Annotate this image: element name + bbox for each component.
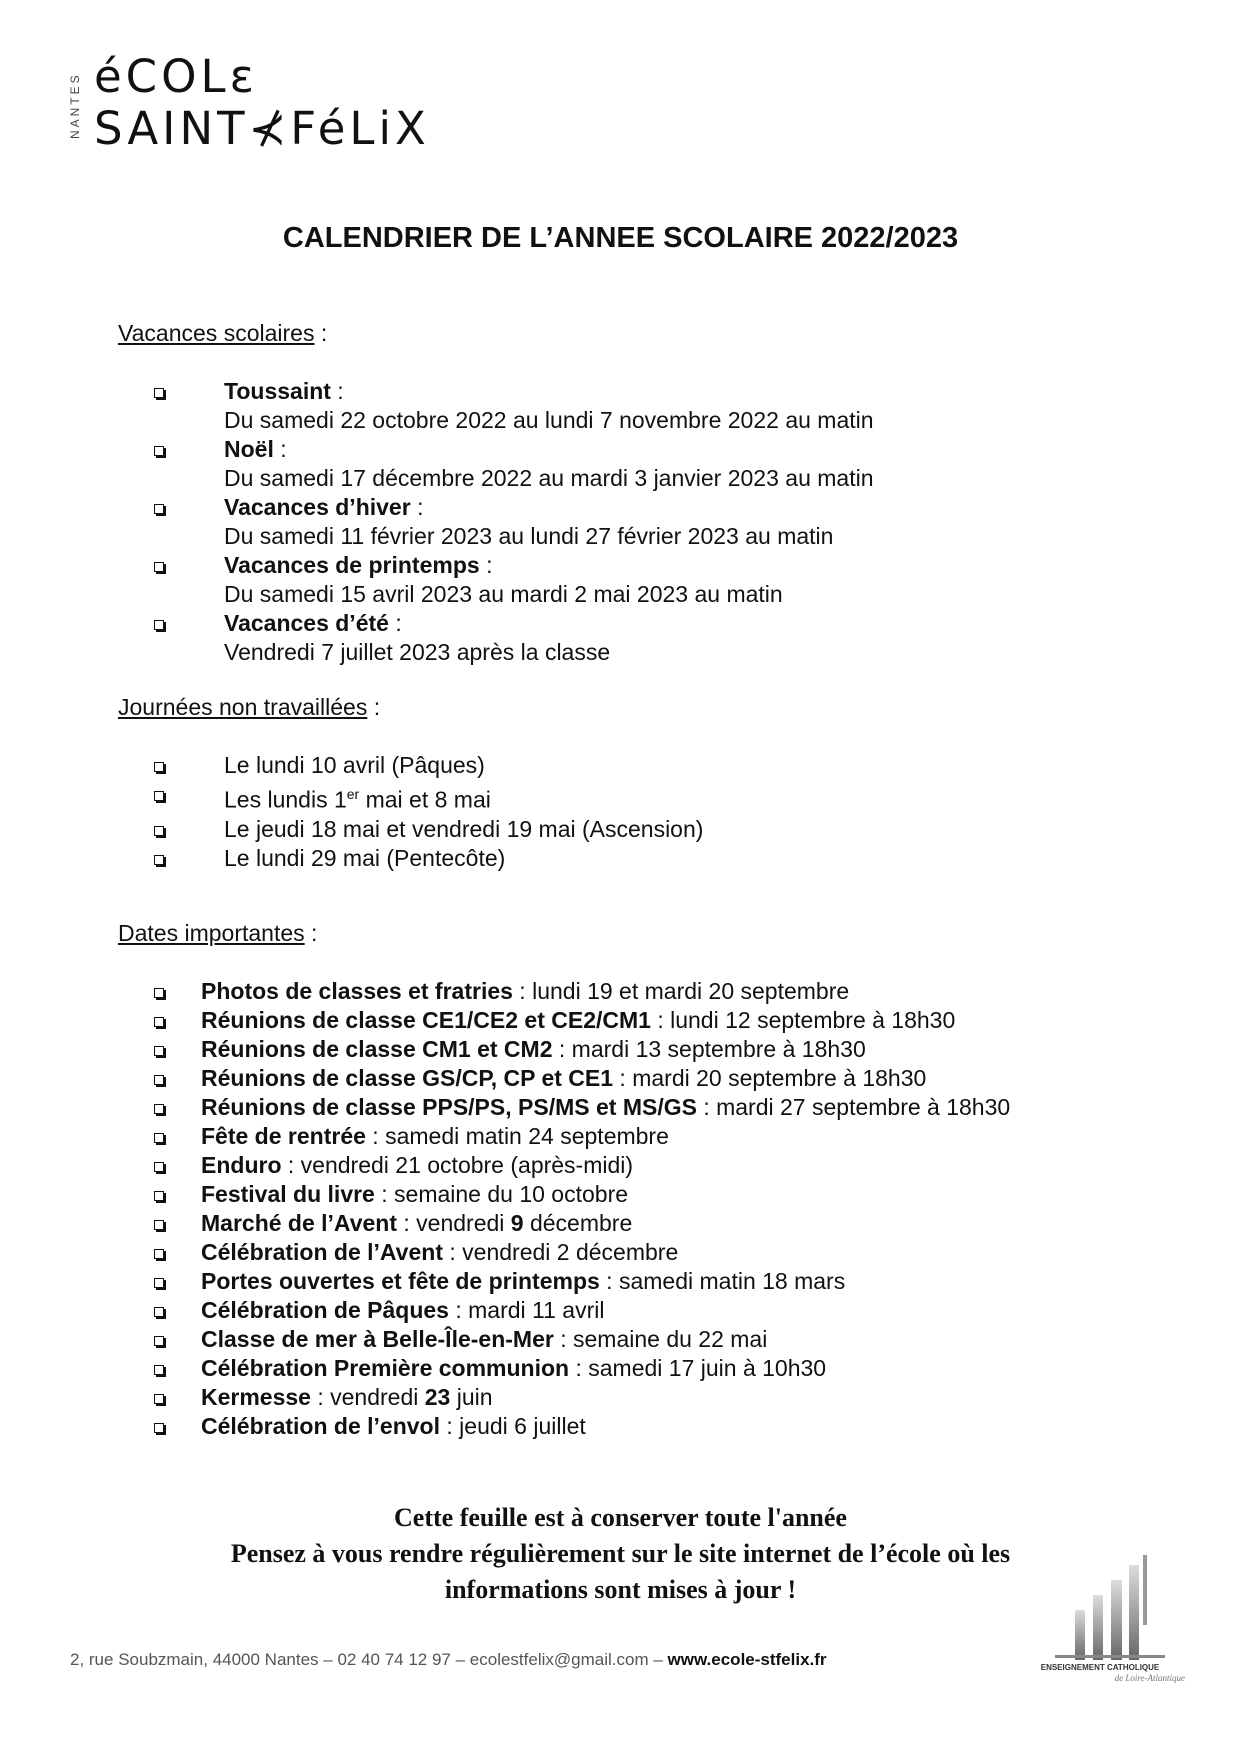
address-text: 2, rue Soubzmain, 44000 Nantes – 02 40 74 12 97 – ecolestfelix@gmail.com – — [70, 1650, 668, 1669]
checkbox-bullet-icon — [154, 826, 164, 836]
ec-logo-line1: ENSEIGNEMENT CATHOLIQUE — [1040, 1663, 1160, 1672]
vacance-detail: Du samedi 11 février 2023 au lundi 27 février 2023 au matin — [224, 523, 834, 549]
list-item — [150, 977, 1010, 1006]
list-item — [150, 844, 703, 873]
list-item — [150, 493, 874, 551]
checkbox-bullet-icon — [154, 1191, 164, 1201]
date-event-detail: : samedi matin 24 septembre — [365, 1123, 669, 1149]
vacance-name: Toussaint — [224, 378, 331, 404]
website-link[interactable]: www.ecole-stfelix.fr — [667, 1650, 827, 1669]
list-item — [150, 377, 874, 435]
list-item — [150, 609, 874, 667]
note-line-3: informations sont mises à jour ! — [444, 1575, 797, 1604]
vacances-heading-suffix: : — [314, 320, 328, 346]
date-event-name: Classe de mer à Belle-Île-en-Mer — [201, 1326, 554, 1352]
date-event-detail: : mardi 13 septembre à 18h30 — [552, 1036, 866, 1062]
date-event-name: Célébration Première communion — [201, 1355, 570, 1381]
vacance-name: Vacances d’hiver — [224, 494, 411, 520]
date-event-name: Célébration de l’envol — [201, 1413, 440, 1439]
enseignement-catholique-logo — [1025, 1555, 1185, 1695]
journees-heading — [118, 694, 380, 721]
vacances-heading-text: Vacances scolaires — [118, 320, 315, 346]
checkbox-bullet-icon — [154, 791, 164, 801]
list-item — [150, 815, 703, 844]
list-item — [150, 1209, 1010, 1238]
checkbox-bullet-icon — [154, 1278, 164, 1288]
date-event-detail: : mardi 20 septembre à 18h30 — [613, 1065, 927, 1091]
date-event-name: Festival du livre — [201, 1181, 375, 1207]
journee-text-post: mai et 8 mai — [359, 786, 491, 813]
list-item — [150, 1296, 1010, 1325]
date-event-detail: : mardi 11 avril — [448, 1297, 605, 1323]
vacances-heading — [118, 320, 327, 347]
vacance-name: Noël — [224, 436, 274, 462]
journees-heading-suffix: : — [367, 694, 381, 720]
checkbox-bullet-icon — [154, 1365, 164, 1375]
list-item — [150, 780, 703, 815]
list-item — [150, 1093, 1010, 1122]
date-event-name: Réunions de classe CM1 et CM2 — [201, 1036, 553, 1062]
ec-logo-graphic-icon — [1025, 1555, 1185, 1665]
checkbox-bullet-icon — [154, 988, 164, 998]
date-event-detail: : vendredi 21 octobre (après-midi) — [281, 1152, 634, 1178]
list-item — [150, 751, 703, 780]
checkbox-bullet-icon — [154, 388, 164, 398]
logo-line-ecole: éCOLɛ — [94, 50, 258, 103]
date-event-detail: : jeudi 6 juillet — [440, 1413, 586, 1439]
vacances-list — [150, 377, 874, 667]
checkbox-bullet-icon — [154, 1075, 164, 1085]
vacance-detail: Du samedi 22 octobre 2022 au lundi 7 novembre 2022 au matin — [224, 407, 874, 433]
date-event-detail: : samedi 17 juin à 10h30 — [569, 1355, 827, 1381]
checkbox-bullet-icon — [154, 504, 164, 514]
date-event-name: Célébration de l’Avent — [201, 1239, 443, 1265]
checkbox-bullet-icon — [154, 446, 164, 456]
list-item — [150, 1354, 1010, 1383]
checkbox-bullet-icon — [154, 1249, 164, 1259]
list-item — [150, 551, 874, 609]
date-event-name: Kermesse — [201, 1384, 311, 1410]
date-event-name: Portes ouvertes et fête de printemps — [201, 1268, 600, 1294]
note-line-1: Cette feuille est à conserver toute l'année — [394, 1503, 847, 1532]
checkbox-bullet-icon — [154, 1046, 164, 1056]
date-event-name: Réunions de classe GS/CP, CP et CE1 — [201, 1065, 614, 1091]
checkbox-bullet-icon — [154, 1336, 164, 1346]
date-event-day: 9 — [510, 1210, 524, 1236]
date-event-tail: juin — [450, 1384, 493, 1410]
logo-city: NANTES — [68, 72, 82, 140]
ec-logo-line2: de Loire-Atlantique — [1114, 1673, 1185, 1683]
checkbox-bullet-icon — [154, 1017, 164, 1027]
journee-text: Le jeudi 18 mai et vendredi 19 mai (Ascension) — [224, 815, 704, 842]
journees-list — [150, 751, 703, 873]
journee-text: Le lundi 29 mai (Pentecôte) — [224, 844, 506, 871]
date-event-name: Enduro — [201, 1152, 282, 1178]
list-item — [150, 1325, 1010, 1354]
list-item — [150, 1035, 1010, 1064]
checkbox-bullet-icon — [154, 1133, 164, 1143]
list-item — [150, 1238, 1010, 1267]
date-event-name: Fête de rentrée — [201, 1123, 366, 1149]
list-item — [150, 1267, 1010, 1296]
date-event-name: Célébration de Pâques — [201, 1297, 449, 1323]
date-event-day: 23 — [424, 1384, 451, 1410]
journees-heading-text: Journées non travaillées — [118, 694, 368, 720]
date-event-detail: : mardi 27 septembre à 18h30 — [696, 1094, 1011, 1120]
note-line-2: Pensez à vous rendre régulièrement sur le site internet de l’école où les — [230, 1539, 1011, 1568]
vacance-sep: : — [410, 494, 424, 520]
list-item — [150, 1383, 1010, 1412]
checkbox-bullet-icon — [154, 1394, 164, 1404]
page-title: CALENDRIER DE L’ANNEE SCOLAIRE 2022/2023 — [282, 222, 959, 254]
vacance-name: Vacances d’été — [224, 610, 389, 636]
journee-text: Les lundis 1 — [224, 786, 347, 813]
journee-text: Le lundi 10 avril (Pâques) — [224, 752, 485, 778]
checkbox-bullet-icon — [154, 762, 164, 772]
list-item — [150, 1180, 1010, 1209]
list-item — [150, 1064, 1010, 1093]
footer-address — [70, 1650, 827, 1670]
checkbox-bullet-icon — [154, 1307, 164, 1317]
dates-list — [150, 977, 1010, 1441]
list-item — [150, 1412, 1010, 1441]
date-event-detail: : vendredi 2 décembre — [442, 1239, 679, 1265]
date-event-tail: décembre — [523, 1210, 633, 1236]
checkbox-bullet-icon — [154, 855, 164, 865]
checkbox-bullet-icon — [154, 620, 164, 630]
checkbox-bullet-icon — [154, 562, 164, 572]
vacance-detail: Du samedi 17 décembre 2022 au mardi 3 janvier 2023 au matin — [224, 465, 874, 491]
vacance-sep: : — [273, 436, 287, 462]
vacance-sep: : — [388, 610, 402, 636]
list-item — [150, 1006, 1010, 1035]
dates-heading-text: Dates importantes — [118, 920, 305, 946]
checkbox-bullet-icon — [154, 1220, 164, 1230]
date-event-detail: : lundi 12 septembre à 18h30 — [650, 1007, 956, 1033]
date-event-detail: : lundi 19 et mardi 20 septembre — [512, 978, 850, 1004]
dates-heading — [118, 920, 317, 947]
vacance-detail: Vendredi 7 juillet 2023 après la classe — [224, 639, 611, 665]
date-event-detail: : semaine du 10 octobre — [374, 1181, 629, 1207]
date-event-name: Réunions de classe PPS/PS, PS/MS et MS/GS — [201, 1094, 697, 1120]
checkbox-bullet-icon — [154, 1162, 164, 1172]
date-event-detail: : vendredi — [310, 1384, 425, 1410]
date-event-detail: : semaine du 22 mai — [553, 1326, 768, 1352]
vacance-detail: Du samedi 15 avril 2023 au mardi 2 mai 2023 au matin — [224, 581, 783, 607]
list-item — [150, 435, 874, 493]
date-event-detail: : samedi matin 18 mars — [599, 1268, 846, 1294]
vacance-sep: : — [479, 552, 493, 578]
date-event-name: Photos de classes et fratries — [201, 978, 513, 1004]
checkbox-bullet-icon — [154, 1104, 164, 1114]
date-event-detail: : vendredi — [396, 1210, 511, 1236]
school-logo — [68, 52, 428, 160]
vacance-sep: : — [330, 378, 344, 404]
date-event-name: Marché de l’Avent — [201, 1210, 397, 1236]
dates-heading-suffix: : — [304, 920, 318, 946]
list-item — [150, 1151, 1010, 1180]
logo-line-saint-felix: SAINT⊀FéLiX — [94, 102, 430, 155]
list-item — [150, 1122, 1010, 1151]
checkbox-bullet-icon — [154, 1423, 164, 1433]
vacance-name: Vacances de printemps — [224, 552, 480, 578]
date-event-name: Réunions de classe CE1/CE2 et CE2/CM1 — [201, 1007, 651, 1033]
journee-sup: er — [346, 786, 360, 802]
